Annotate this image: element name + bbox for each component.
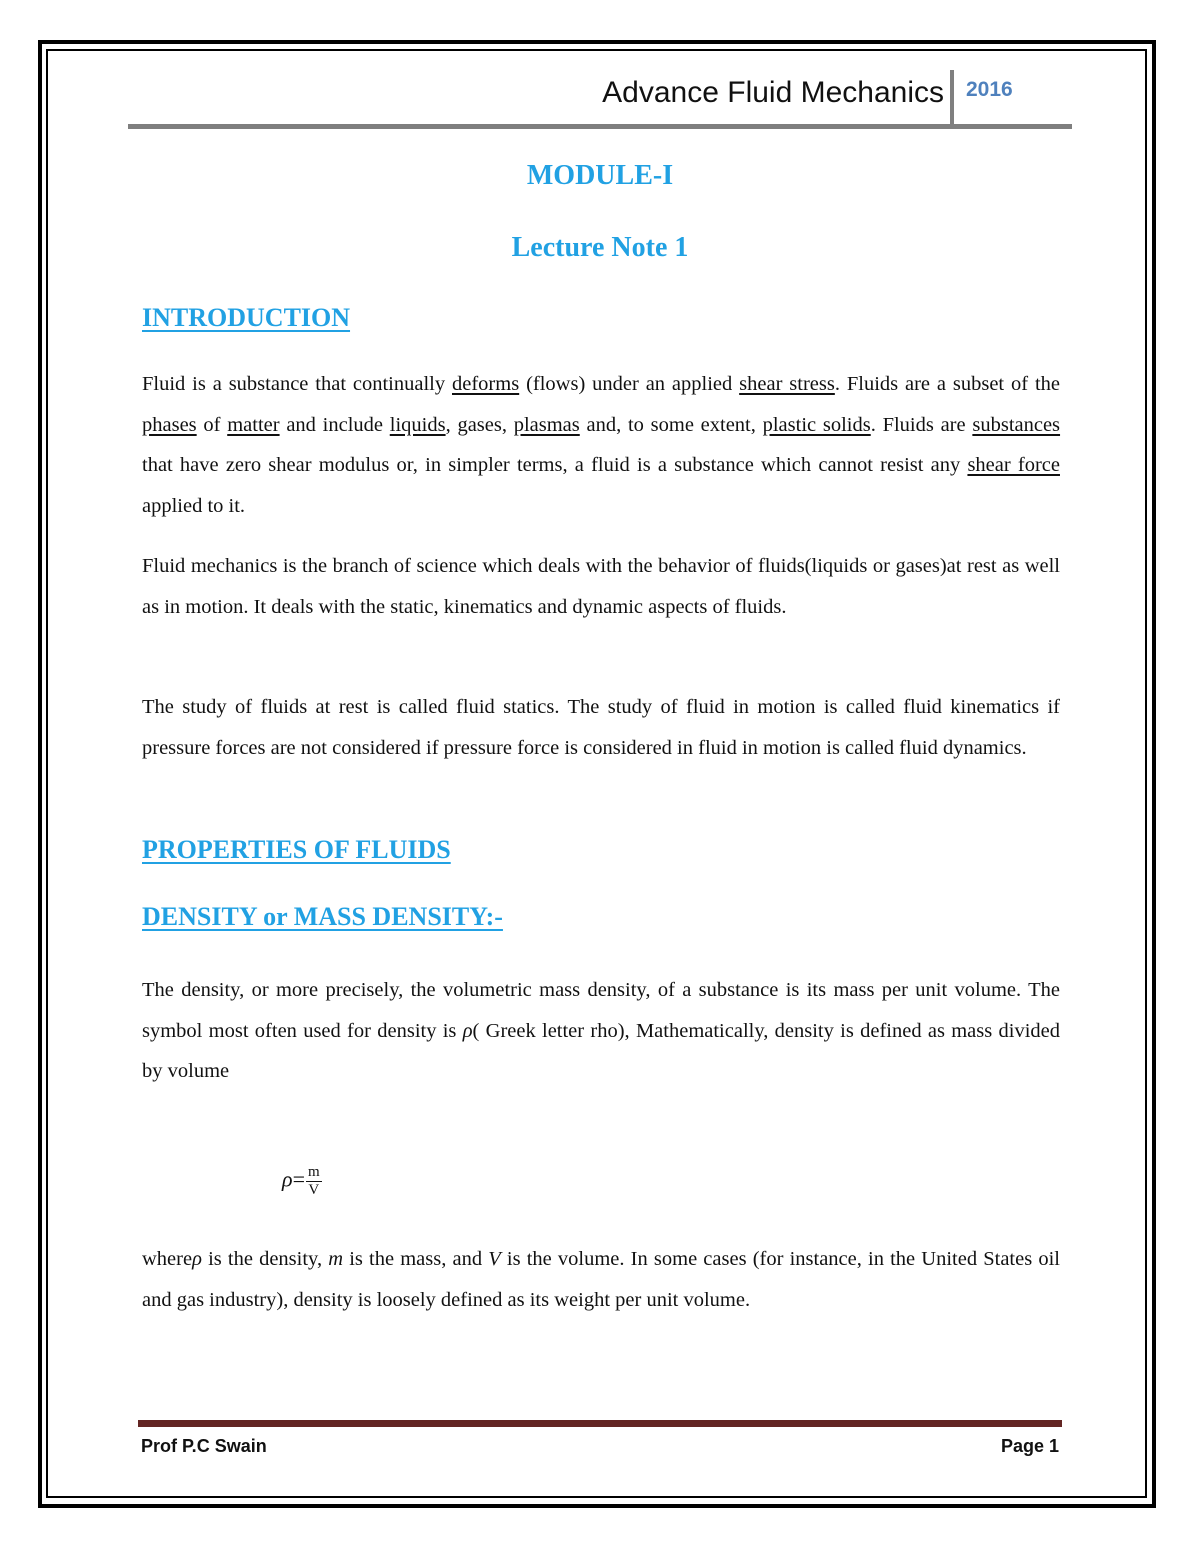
intro-paragraph-2: Fluid mechanics is the branch of science which deals with the behavior of fluids(liquids or gases)at rest as well as in motion. It deals with the static, kinematics and dynamic aspects of fluids.: [142, 555, 1060, 618]
term-link[interactable]: shear force: [967, 454, 1060, 476]
formula-lhs: ρ: [282, 1166, 293, 1192]
intro-text-segment: Fluid is a substance that continually: [142, 373, 452, 395]
density-text-b: ( Greek letter rho), Mathematically, density is defined as mass divided by volume: [142, 1019, 1060, 1082]
properties-heading: PROPERTIES OF FLUIDS: [142, 835, 451, 864]
intro-text-segment: . Fluids are: [870, 413, 973, 436]
density2-text-b: is the density,: [201, 1248, 329, 1270]
formula-fraction: [306, 1164, 322, 1199]
density-heading: DENSITY or MASS DENSITY:-: [142, 902, 503, 931]
term-link[interactable]: plasmas: [513, 413, 580, 436]
formula-equals: =: [292, 1166, 305, 1192]
module-title: MODULE-I: [526, 160, 674, 191]
intro-text-segment: that have zero shear modulus or, in simpler terms, a fluid is a substance which cannot resist any: [142, 454, 968, 476]
density2-text-a: where: [142, 1248, 193, 1270]
header-year: 2016: [966, 78, 1013, 101]
page-number: 1: [1048, 1436, 1059, 1456]
term-link[interactable]: phases: [142, 413, 197, 436]
formula-numerator: m: [307, 1164, 320, 1180]
header-rule: [128, 124, 1072, 129]
header-title: Advance Fluid Mechanics: [602, 76, 944, 109]
rho-symbol: ρ: [462, 1019, 473, 1042]
density2-v: V: [488, 1248, 501, 1270]
density2-text-d: is the volume. In some cases (for instance, in the United States oil and gas industry), density is loosely defined as its weight per unit volume.: [142, 1248, 1060, 1311]
intro-text-segment: of: [196, 413, 228, 436]
term-link[interactable]: deforms: [452, 373, 520, 395]
lecture-title: Lecture Note 1: [511, 232, 689, 263]
term-link[interactable]: substances: [972, 413, 1061, 436]
intro-paragraph-1: [142, 364, 1060, 526]
term-link[interactable]: plastic solids: [762, 413, 871, 436]
intro-text-segment: (flows) under an applied: [519, 373, 740, 395]
intro-text-segment: , gases,: [445, 413, 514, 436]
term-link[interactable]: shear stress: [739, 373, 835, 395]
intro-text-segment: applied to it.: [142, 494, 246, 517]
term-link[interactable]: liquids: [389, 413, 446, 436]
intro-text-segment: and include: [279, 413, 390, 436]
density-formula: [282, 1164, 322, 1199]
intro-text-segment: and, to some extent,: [579, 413, 763, 436]
intro-paragraph-3: The study of fluids at rest is called fluid statics. The study of fluid in motion is called fluid kinematics if pressure forces are not considered if pressure force is considered in fluid in motion is called fluid dynamics.: [142, 696, 1060, 759]
density-paragraph-2: [142, 1239, 1060, 1320]
density-text-a: The density, or more precisely, the volumetric mass density, of a substance is its mass per unit volume. The symbol most often used for density is: [142, 979, 1060, 1042]
header-separator: [950, 70, 954, 128]
footer-author: Prof P.C Swain: [141, 1436, 267, 1456]
density-paragraph-1: [142, 970, 1060, 1092]
density2-m: m: [328, 1248, 344, 1270]
page-label: Page: [1000, 1436, 1044, 1456]
term-link[interactable]: matter: [227, 413, 280, 436]
density2-rho: ρ: [192, 1248, 202, 1270]
formula-denominator: V: [308, 1182, 320, 1198]
introduction-heading: INTRODUCTION: [142, 303, 351, 332]
footer-page: [1001, 1436, 1059, 1457]
density2-text-c: is the mass, and: [343, 1248, 489, 1270]
footer-rule: [138, 1420, 1062, 1427]
intro-text-segment: . Fluids are a subset of the: [834, 373, 1060, 395]
